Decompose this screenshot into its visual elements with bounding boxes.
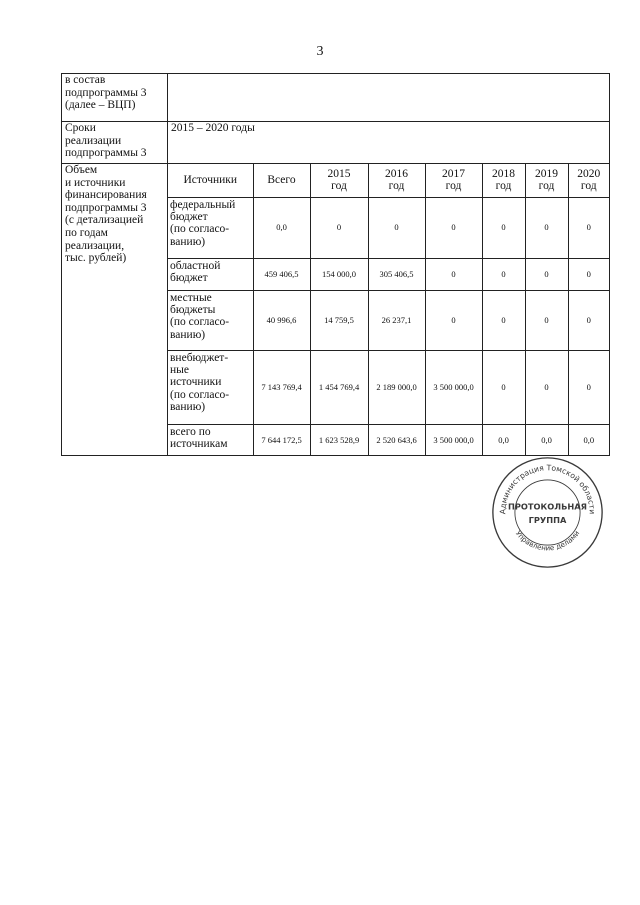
funding-row: [62, 164, 610, 456]
value-cell: 0: [425, 258, 482, 290]
source-extrabudgetary: внебюджет- ные источники (по согласо- ванию): [168, 350, 253, 424]
value-cell: 1 623 528,9: [310, 424, 368, 455]
value-cell: 1 454 769,4: [310, 350, 368, 424]
funding-header-row: [168, 164, 609, 197]
header-2018: 2018 год: [482, 164, 525, 197]
value-cell: 0: [568, 350, 609, 424]
source-total: всего по источникам: [168, 424, 253, 455]
protocol-stamp: [490, 455, 605, 570]
value-cell: 0: [525, 258, 568, 290]
funding-cell: [168, 164, 610, 456]
value-cell: 0: [482, 197, 525, 258]
value-cell: 7 143 769,4: [253, 350, 310, 424]
period-label: Сроки реализации подпрограммы 3: [62, 122, 168, 164]
source-local: местные бюджеты (по согласо- ванию): [168, 290, 253, 350]
value-cell: 0: [525, 350, 568, 424]
value-cell: 2 189 000,0: [368, 350, 425, 424]
period-value: 2015 – 2020 годы: [168, 122, 610, 164]
composition-row: [62, 74, 610, 122]
value-cell: 154 000,0: [310, 258, 368, 290]
value-cell: 0: [425, 197, 482, 258]
header-sources: Источники: [168, 164, 253, 197]
period-row: [62, 122, 610, 164]
value-cell: 0: [310, 197, 368, 258]
value-cell: 7 644 172,5: [253, 424, 310, 455]
header-2016: 2016 год: [368, 164, 425, 197]
value-cell: 0,0: [482, 424, 525, 455]
value-cell: 0: [425, 290, 482, 350]
funding-table: [168, 164, 609, 455]
table-row: [168, 424, 609, 455]
stamp-bottom-text: Управление делами: [513, 528, 582, 553]
header-total: Всего: [253, 164, 310, 197]
table-row: [168, 258, 609, 290]
value-cell: 40 996,6: [253, 290, 310, 350]
source-regional: областной бюджет: [168, 258, 253, 290]
value-cell: 14 759,5: [310, 290, 368, 350]
header-2017: 2017 год: [425, 164, 482, 197]
value-cell: 305 406,5: [368, 258, 425, 290]
stamp-outer-text: Администрация Томской области: [498, 463, 597, 515]
composition-label: в состав подпрограммы 3 (далее – ВЦП): [62, 74, 168, 122]
header-2015: 2015 год: [310, 164, 368, 197]
value-cell: 0,0: [525, 424, 568, 455]
table-row: [168, 197, 609, 258]
value-cell: 2 520 643,6: [368, 424, 425, 455]
value-cell: 0: [368, 197, 425, 258]
value-cell: 0: [482, 258, 525, 290]
value-cell: 3 500 000,0: [425, 424, 482, 455]
header-2019: 2019 год: [525, 164, 568, 197]
value-cell: 0: [482, 290, 525, 350]
value-cell: 26 237,1: [368, 290, 425, 350]
stamp-center-line1: ПРОТОКОЛЬНАЯ: [508, 501, 587, 512]
table-row: [168, 350, 609, 424]
header-2020: 2020 год: [568, 164, 609, 197]
passport-table: [61, 73, 610, 456]
value-cell: 0,0: [568, 424, 609, 455]
value-cell: 0,0: [253, 197, 310, 258]
stamp-center-line2: ГРУППА: [528, 515, 567, 526]
page-number: 3: [316, 44, 324, 59]
value-cell: 3 500 000,0: [425, 350, 482, 424]
value-cell: 0: [482, 350, 525, 424]
source-federal: федеральный бюджет (по согласо- ванию): [168, 197, 253, 258]
value-cell: 0: [525, 197, 568, 258]
value-cell: 0: [525, 290, 568, 350]
value-cell: 0: [568, 197, 609, 258]
value-cell: 0: [568, 258, 609, 290]
value-cell: 459 406,5: [253, 258, 310, 290]
funding-label: Объем и источники финансирования подпрограммы 3 (с детализацией по годам реализации, тыс. рублей): [62, 164, 168, 456]
table-row: [168, 290, 609, 350]
composition-value: [168, 74, 610, 122]
value-cell: 0: [568, 290, 609, 350]
